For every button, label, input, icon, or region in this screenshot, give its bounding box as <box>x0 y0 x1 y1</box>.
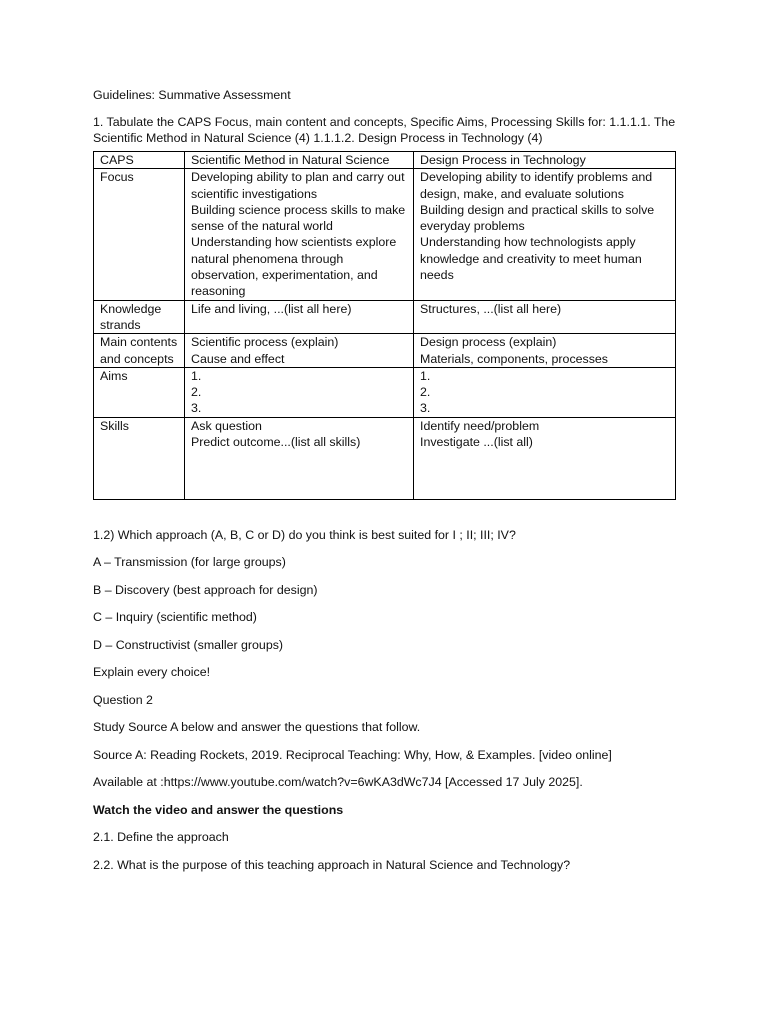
table-cell <box>414 417 676 499</box>
table-row-knowledge-strands <box>94 300 676 334</box>
row-label: Main contents and concepts <box>94 334 185 368</box>
row-label: Aims <box>94 367 185 417</box>
cell-line: 3. <box>420 401 431 416</box>
option-a: A – Transmission (for large groups) <box>93 555 286 570</box>
table-cell <box>185 417 414 499</box>
watch-video-instruction: Watch the video and answer the questions <box>93 802 344 817</box>
table-cell <box>185 367 414 417</box>
cell-line: Developing ability to plan and carry out scientific investigations <box>191 170 405 201</box>
cell-line: Predict outcome...(list all skills) <box>191 435 361 450</box>
cell-line: Investigate ...(list all) <box>420 435 533 450</box>
header-caps: CAPS <box>94 152 185 169</box>
table-cell <box>414 169 676 300</box>
cell-line: Understanding how scientists explore natural phenomena through observation, experimentation, and reasoning <box>191 235 397 299</box>
cell-line: Building design and practical skills to solve everyday problems <box>420 202 655 234</box>
header-design-process: Design Process in Technology <box>414 152 676 169</box>
question-1-2-text: 1.2) Which approach (A, B, C or D) do you think is best suited for I ; II; III; IV? <box>93 527 516 542</box>
cell-line: Cause and effect <box>191 351 285 366</box>
table-cell <box>185 334 414 368</box>
source-a-citation: Source A: Reading Rockets, 2019. Reciprocal Teaching: Why, How, & Examples. [video online] <box>93 747 612 762</box>
row-label: Knowledge strands <box>94 300 185 334</box>
option-c: C – Inquiry (scientific method) <box>93 610 257 625</box>
question-2-2: 2.2. What is the purpose of this teaching approach in Natural Science and Technology? <box>93 857 571 872</box>
header-scientific-method: Scientific Method in Natural Science <box>185 152 414 169</box>
question-2-1: 2.1. Define the approach <box>93 830 229 845</box>
cell-line: Identify need/problem <box>420 418 540 433</box>
table-cell <box>185 300 414 334</box>
cell-line: Ask question <box>191 418 262 433</box>
question-2-heading: Question 2 <box>93 692 153 707</box>
cell-line: Life and living, ...(list all here) <box>191 301 352 316</box>
option-b: B – Discovery (best approach for design) <box>93 582 318 597</box>
table-cell <box>414 300 676 334</box>
cell-line: Understanding how technologists apply knowledge and creativity to meet human needs <box>420 235 642 283</box>
cell-line: Materials, components, processes <box>420 351 609 366</box>
cell-line: Developing ability to identify problems and design, make, and evaluate solutions <box>420 170 653 201</box>
questions-section <box>93 527 683 873</box>
cell-line: 2. <box>420 385 431 400</box>
explain-instruction: Explain every choice! <box>93 665 211 680</box>
table-cell <box>185 169 414 300</box>
table-cell <box>414 367 676 417</box>
row-label: Focus <box>94 169 185 300</box>
cell-line: Design process (explain) <box>420 335 557 350</box>
cell-line: 3. <box>191 401 202 416</box>
document-page <box>93 87 683 884</box>
cell-line: Structures, ...(list all here) <box>420 301 562 316</box>
table-row-skills <box>94 417 676 499</box>
caps-table <box>93 151 676 500</box>
document-title: Guidelines: Summative Assessment <box>93 88 291 102</box>
row-label: Skills <box>94 417 185 499</box>
question-1-text: 1. Tabulate the CAPS Focus, main content and concepts, Specific Aims, Processing Skills for: 1.1.1.1. The Scientific Method in Natural Science (4) 1.1.1.2. Design Process in Technology (4) <box>93 115 676 145</box>
table-cell <box>414 334 676 368</box>
table-row-aims <box>94 367 676 417</box>
cell-line: 1. <box>420 368 431 383</box>
source-a-availability: Available at :https://www.youtube.com/watch?v=6wKA3dWc7J4 [Accessed 17 July 2025]. <box>93 775 583 790</box>
cell-line: Building science process skills to make sense of the natural world <box>191 202 406 234</box>
option-d: D – Constructivist (smaller groups) <box>93 637 284 652</box>
cell-line: 1. <box>191 368 202 383</box>
question-2-intro: Study Source A below and answer the questions that follow. <box>93 720 421 735</box>
cell-line: 2. <box>191 385 202 400</box>
table-header-row <box>94 152 676 169</box>
table-row-focus <box>94 169 676 300</box>
table-row-main-contents <box>94 334 676 368</box>
cell-line: Scientific process (explain) <box>191 335 339 350</box>
